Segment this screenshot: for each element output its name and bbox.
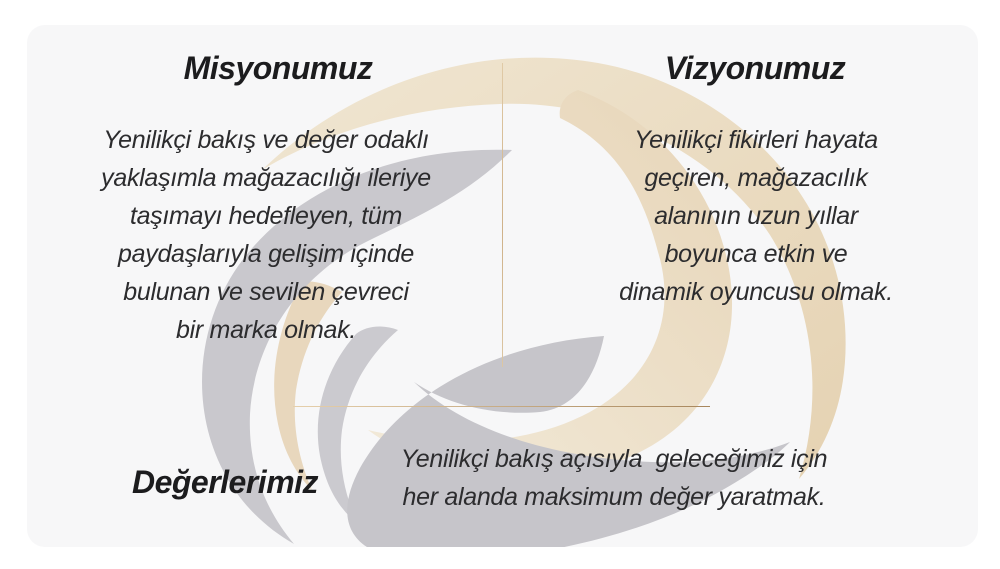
values-line: her alanda maksimum değer yaratmak. [402, 483, 826, 511]
vision-text [546, 121, 966, 311]
values-line: Yenilikçi bakış açısıyla geleceğimiz için [400, 445, 828, 473]
vision-line: geçiren, mağazacılık [644, 164, 868, 192]
mission-line: yaklaşımla mağazacılığı ileriye [101, 164, 431, 192]
values-title: Değerlerimiz [131, 464, 319, 500]
mission-line: Yenilikçi bakış ve değer odaklı [103, 126, 429, 154]
vertical-divider [502, 63, 503, 367]
mission-line: bulunan ve sevilen çevreci [123, 278, 409, 306]
vision-title: Vizyonumuz [664, 50, 846, 86]
mission-line: taşımayı hedefleyen, tüm [129, 202, 403, 230]
mission-title: Misyonumuz [183, 50, 373, 86]
vision-line: alanının uzun yıllar [654, 202, 858, 230]
horizontal-divider [293, 406, 710, 407]
mission-text [56, 121, 476, 349]
vision-line: boyunca etkin ve [664, 240, 848, 268]
mission-line: bir marka olmak. [176, 316, 356, 344]
vision-line: dinamik oyuncusu olmak. [619, 278, 893, 306]
vision-line: Yenilikçi fikirleri hayata [634, 126, 878, 154]
mission-line: paydaşlarıyla gelişim içinde [118, 240, 414, 268]
values-text [374, 440, 854, 516]
